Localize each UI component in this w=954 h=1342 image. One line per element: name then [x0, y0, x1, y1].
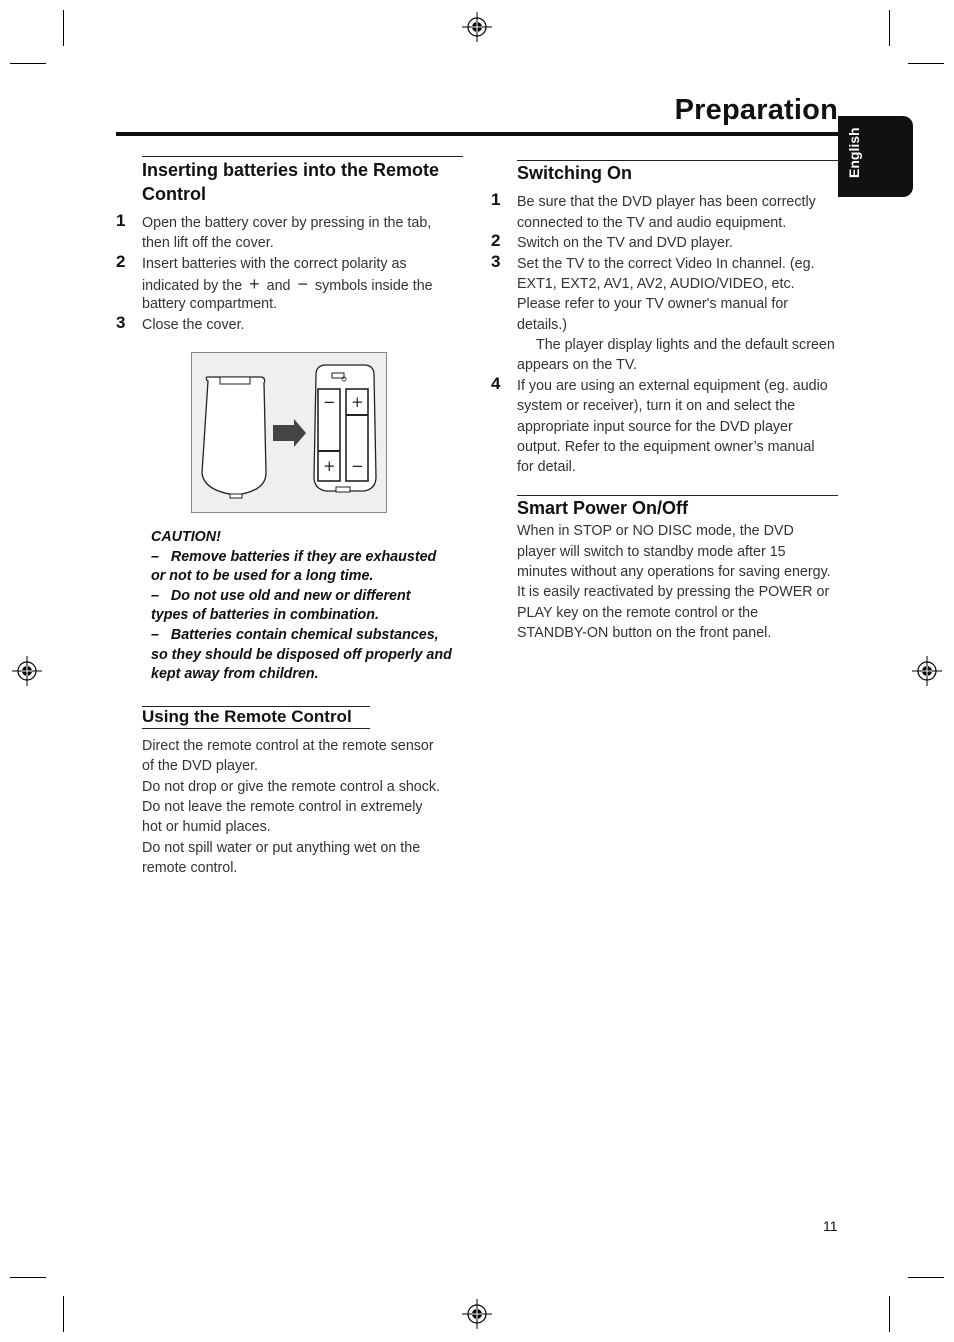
crop-mark [908, 1277, 944, 1278]
crop-mark [10, 63, 46, 64]
crop-mark [63, 10, 64, 46]
section-heading-remote: Using the Remote Control [142, 707, 352, 726]
step-number: 4 [491, 374, 501, 393]
step-text-line: appropriate input source for the DVD player [517, 419, 793, 435]
caution-text: so they should be disposed off properly and [151, 646, 452, 663]
body-line: Direct the remote control at the remote sensor [142, 738, 434, 754]
crop-mark [10, 1277, 46, 1278]
caution-dash: – [151, 626, 159, 643]
caution-text: kept away from children. [151, 666, 319, 683]
body-line: minutes without any operations for saving energy. [517, 564, 831, 580]
figure-minus-label: − [323, 393, 336, 411]
registration-mark-icon [12, 656, 42, 686]
step-text-line: battery compartment. [142, 296, 278, 312]
crop-mark [889, 10, 890, 46]
step-text-line: system or receiver), turn it on and select the [517, 398, 796, 414]
section-rule [142, 156, 463, 157]
step-text-line: output. Refer to the equipment owner’s manual [517, 439, 815, 455]
registration-mark-icon [462, 1299, 492, 1329]
title-rule [116, 132, 838, 136]
section-heading-switching: Switching On [517, 163, 632, 183]
step-number: 1 [116, 211, 126, 230]
caution-text: Do not use old and new or different [170, 587, 411, 604]
step-text-line: Please refer to your TV owner's manual for [517, 296, 789, 312]
inline-text: and [266, 278, 291, 294]
caution-dash: – [151, 587, 159, 604]
step-text-line: EXT1, EXT2, AV1, AV2, AUDIO/VIDEO, etc. [517, 276, 795, 292]
caution-text: Remove batteries if they are exhausted [170, 548, 437, 565]
step-note-line: appears on the TV. [517, 357, 638, 373]
step-text-line: Insert batteries with the correct polarity as [142, 256, 407, 272]
language-tab [838, 116, 913, 197]
crop-mark [63, 1296, 64, 1332]
step-text-line: Be sure that the DVD player has been correctly [517, 194, 816, 210]
inline-text: symbols inside the [314, 278, 433, 294]
caution-item [151, 548, 469, 587]
step-text-line: If you are using an external equipment (eg. audio [517, 378, 828, 394]
step-text-line: Close the cover. [142, 317, 245, 333]
section-heading-smart-power: Smart Power On/Off [517, 498, 689, 518]
minus-symbol: − [297, 274, 308, 294]
figure-minus-label: − [351, 457, 364, 475]
step-text-line: for detail. [517, 459, 576, 475]
body-line: STANDBY-ON button on the front panel. [517, 625, 772, 641]
registration-mark-icon [912, 656, 942, 686]
body-line: Do not leave the remote control in extremely [142, 799, 423, 815]
language-tab-label: English [846, 127, 862, 178]
step-text-line: details.) [517, 317, 568, 333]
body-line: When in STOP or NO DISC mode, the DVD [517, 523, 794, 539]
figure-plus-label: + [351, 393, 364, 411]
step-number: 3 [116, 313, 126, 332]
step-number: 1 [491, 190, 501, 209]
step-note-line: The player display lights and the default screen [536, 337, 835, 353]
heading-underline [142, 728, 370, 729]
arrow-right-icon [273, 419, 306, 447]
body-line: of the DVD player. [142, 758, 259, 774]
battery-illustration [191, 352, 387, 513]
step-text-line: connected to the TV and audio equipment. [517, 215, 787, 231]
step-text-line: then lift off the cover. [142, 235, 274, 251]
inline-text: indicated by the [142, 278, 243, 294]
crop-mark [908, 63, 944, 64]
body-line: Do not spill water or put anything wet on the [142, 840, 421, 856]
caution-text: Batteries contain chemical substances, [170, 626, 439, 643]
body-line: hot or humid places. [142, 819, 271, 835]
page-title: Preparation [674, 94, 838, 126]
remote-battery-drawing [192, 353, 386, 512]
body-line: PLAY key on the remote control or the [517, 605, 759, 621]
caution-item [151, 626, 469, 685]
crop-mark [889, 1296, 890, 1332]
step-text-line: Open the battery cover by pressing in the tab, [142, 215, 432, 231]
body-line: It is easily reactivated by pressing the POWER or [517, 584, 830, 600]
registration-mark-icon [462, 12, 492, 42]
step-number: 2 [116, 252, 126, 271]
step-text-line: Set the TV to the correct Video In channel. (eg. [517, 256, 815, 272]
body-line: player will switch to standby mode after 15 [517, 544, 786, 560]
caution-block [151, 528, 469, 685]
caution-dash: – [151, 548, 159, 565]
body-line: Do not drop or give the remote control a shock. [142, 779, 441, 795]
page-number: 11 [823, 1218, 838, 1234]
section-heading-batteries: Inserting batteries into the Remote Control [142, 160, 440, 204]
step-number: 3 [491, 252, 501, 271]
caution-text: types of batteries in combination. [151, 607, 379, 624]
step-text-line: Switch on the TV and DVD player. [517, 235, 733, 251]
plus-symbol: + [249, 274, 260, 294]
caution-text: or not to be used for a long time. [151, 568, 374, 585]
caution-item [151, 587, 469, 626]
step-number: 2 [491, 231, 501, 250]
figure-plus-label: + [323, 457, 336, 475]
caution-title: CAUTION! [151, 529, 221, 545]
body-line: remote control. [142, 860, 238, 876]
